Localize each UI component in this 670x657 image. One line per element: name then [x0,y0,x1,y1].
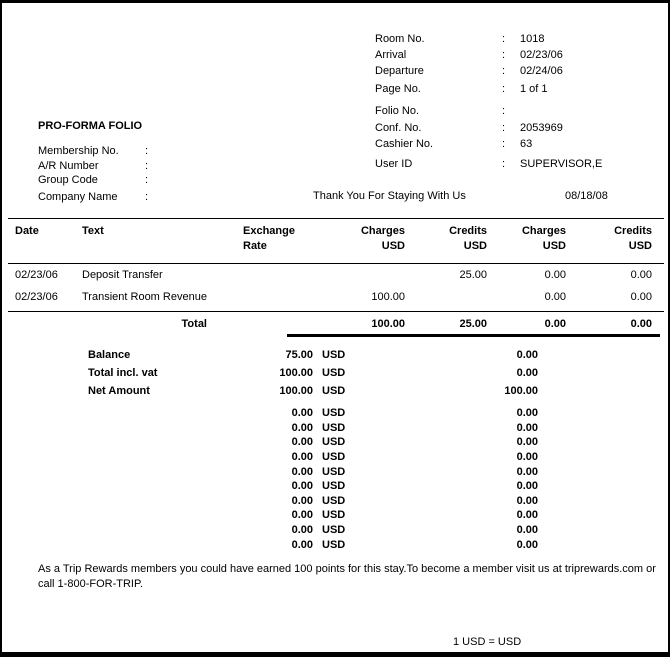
zero-right-value: 0.00 [516,436,538,449]
row-text: Transient Room Revenue [82,291,207,303]
zero-row [88,480,538,495]
zero-amount: 0.00 [291,538,313,551]
zero-right-value: 0.00 [516,538,538,551]
cashier-no-label: Cashier No. [375,138,434,150]
zero-currency: USD [322,509,346,522]
zero-currency: USD [322,494,346,507]
guest-info-block [375,31,655,172]
info-row-ar-number [38,159,318,174]
net-amount-label: Net Amount [88,385,150,397]
user-id-label: User ID [375,158,413,170]
total-credits-2: 0.00 [630,318,652,330]
table-row [8,291,652,303]
table-header-row [8,224,652,254]
zero-row-spacer [88,539,213,554]
total-charges-2: 0.00 [544,318,566,330]
zero-right-value: 0.00 [516,407,538,419]
zero-currency: USD [322,524,346,537]
col-header-date: Date [15,225,39,237]
zero-currency: USD [322,450,346,463]
row-exchange-rate [243,269,328,281]
info-row-folio-no [375,103,655,119]
col-header-charges-2 [487,224,566,254]
col-header-credits-2 [566,224,652,254]
balance-right-value: 0.00 [516,349,538,361]
colon: : [502,83,506,95]
col-header-charges-1 [328,224,405,254]
page-no-label: Page No. [375,83,421,95]
colon: : [145,159,149,172]
zero-currency: USD [322,538,346,551]
page-no-value: 1 of 1 [520,83,548,95]
zero-row-spacer [88,407,213,422]
zero-currency: USD [322,465,346,478]
zero-right-value: 0.00 [516,450,538,463]
row-charges-2: 0.00 [544,291,566,303]
room-no-value: 1018 [520,33,545,45]
zero-row [88,524,538,539]
zero-currency: USD [322,421,346,434]
zero-amount: 0.00 [291,450,313,463]
zero-row-spacer [88,495,213,510]
exchange-line1: Exchange [243,225,295,237]
net-amount-right-value: 100.00 [504,385,538,397]
table-total-row [8,318,652,330]
zero-row-spacer [88,480,213,495]
currency-label: USD [381,240,405,252]
zero-row [88,539,538,554]
user-id-value: SUPERVISOR,E [520,158,603,170]
zero-amount: 0.00 [291,465,313,478]
zero-row [88,466,538,481]
ar-number-label: A/R Number [38,159,99,172]
separator-line-total [8,311,664,312]
zero-amount: 0.00 [291,407,313,419]
departure-label: Departure [375,65,424,77]
zero-currency: USD [322,480,346,493]
zero-row-spacer [88,436,213,451]
room-no-label: Room No. [375,33,425,45]
zero-row-spacer [88,451,213,466]
charges-label: Charges [521,225,566,237]
membership-no-label: Membership No. [38,145,119,157]
zero-amount: 0.00 [291,436,313,449]
info-row-departure [375,63,655,79]
row-exchange-rate [243,291,328,303]
currency-label: USD [542,240,566,252]
colon: : [502,65,506,77]
colon: : [502,138,506,150]
info-row-arrival [375,47,655,63]
info-row-cashier-no [375,136,655,152]
zero-right-value: 0.00 [516,494,538,507]
info-row-room-no [375,31,655,47]
zero-row [88,422,538,437]
total-incl-vat-right-value: 0.00 [516,367,538,379]
info-row-user-id [375,156,655,172]
balance-label: Balance [88,349,131,361]
zero-row [88,436,538,451]
row-charges-1 [328,269,405,281]
net-amount-amount: 100.00 [279,385,313,397]
colon: : [145,190,149,203]
colon: : [502,158,506,170]
table-row [8,269,652,281]
row-credits-1 [405,291,487,303]
total-incl-vat-label: Total incl. vat [88,367,158,379]
zero-right-value: 0.00 [516,509,538,522]
total-underline [287,334,660,337]
greeting-text: Thank You For Staying With Us [313,190,466,202]
info-row-group-code [38,173,318,188]
row-credits-2: 0.00 [630,269,652,281]
zero-row-spacer [88,422,213,437]
info-row-company-name [38,190,318,205]
zero-amount: 0.00 [291,480,313,493]
summary-row-total-incl-vat [88,367,538,385]
summary-row-net-amount [88,385,538,403]
company-name-label: Company Name [38,190,118,203]
folio-info-block [38,119,318,204]
zero-row [88,495,538,510]
row-date: 02/23/06 [15,269,58,281]
zero-right-value: 0.00 [516,524,538,537]
arrival-value: 02/23/06 [520,49,563,61]
zero-row-spacer [88,509,213,524]
summary-row-balance [88,349,538,367]
departure-value: 02/24/06 [520,65,563,77]
zero-right-value: 0.00 [516,465,538,478]
balance-currency: USD [322,349,346,361]
zero-amount: 0.00 [291,509,313,522]
cashier-no-value: 63 [520,138,533,150]
colon: : [502,33,506,45]
arrival-label: Arrival [375,49,407,61]
col-header-text: Text [82,225,104,237]
total-label: Total [181,318,207,330]
row-text: Deposit Transfer [82,269,163,281]
summary-block [88,349,538,403]
credits-label: Credits [614,225,652,237]
total-exchange-spacer [243,318,328,330]
conf-no-label: Conf. No. [375,122,422,134]
zero-row [88,451,538,466]
zero-amount: 0.00 [291,494,313,507]
info-row-membership-no [38,144,318,159]
row-credits-1: 25.00 [459,269,487,281]
total-charges-1: 100.00 [371,318,405,330]
currency-label: USD [628,240,652,252]
total-incl-vat-amount: 100.00 [279,367,313,379]
zero-currency: USD [322,436,346,449]
conf-no-value: 2053969 [520,122,563,134]
print-date: 08/18/08 [565,190,608,202]
total-incl-vat-currency: USD [322,367,346,379]
colon: : [145,174,149,186]
total-credits-1: 25.00 [459,318,487,330]
net-amount-currency: USD [322,385,346,397]
zero-right-value: 0.00 [516,421,538,434]
row-charges-2: 0.00 [544,269,566,281]
zero-row [88,509,538,524]
col-header-credits-1 [405,224,487,254]
separator-line-top [8,218,664,219]
info-row-page-no [375,81,655,97]
credits-label: Credits [449,225,487,237]
col-header-exchange-rate [243,224,328,254]
exchange-rate-note: 1 USD = USD [453,636,522,648]
group-code-label: Group Code [38,174,98,186]
zero-currency: USD [322,407,346,419]
zero-amount: 0.00 [291,421,313,434]
colon: : [145,145,149,157]
colon: : [502,122,506,134]
row-charges-1: 100.00 [371,291,405,303]
zero-right-value: 0.00 [516,480,538,493]
balance-amount: 75.00 [285,349,313,361]
colon: : [502,49,506,61]
currency-label: USD [463,240,487,252]
exchange-line2: Rate [243,240,267,252]
zero-row-spacer [88,466,213,481]
rewards-message: As a Trip Rewards members you could have earned 100 points for this stay.To become a member visit us at triprewards.com or call 1-800-FOR-TRIP. [38,563,656,590]
document-title: PRO-FORMA FOLIO [38,120,143,132]
zero-row-spacer [88,524,213,539]
zero-amount: 0.00 [291,524,313,537]
row-date: 02/23/06 [15,291,58,303]
folio-no-label: Folio No. [375,105,420,117]
charges-label: Charges [360,225,405,237]
info-row-conf-no [375,120,655,136]
row-credits-2: 0.00 [630,291,652,303]
zero-row [88,407,538,422]
zero-rows-block [88,407,538,553]
separator-line-header [8,263,664,264]
colon: : [502,105,506,117]
